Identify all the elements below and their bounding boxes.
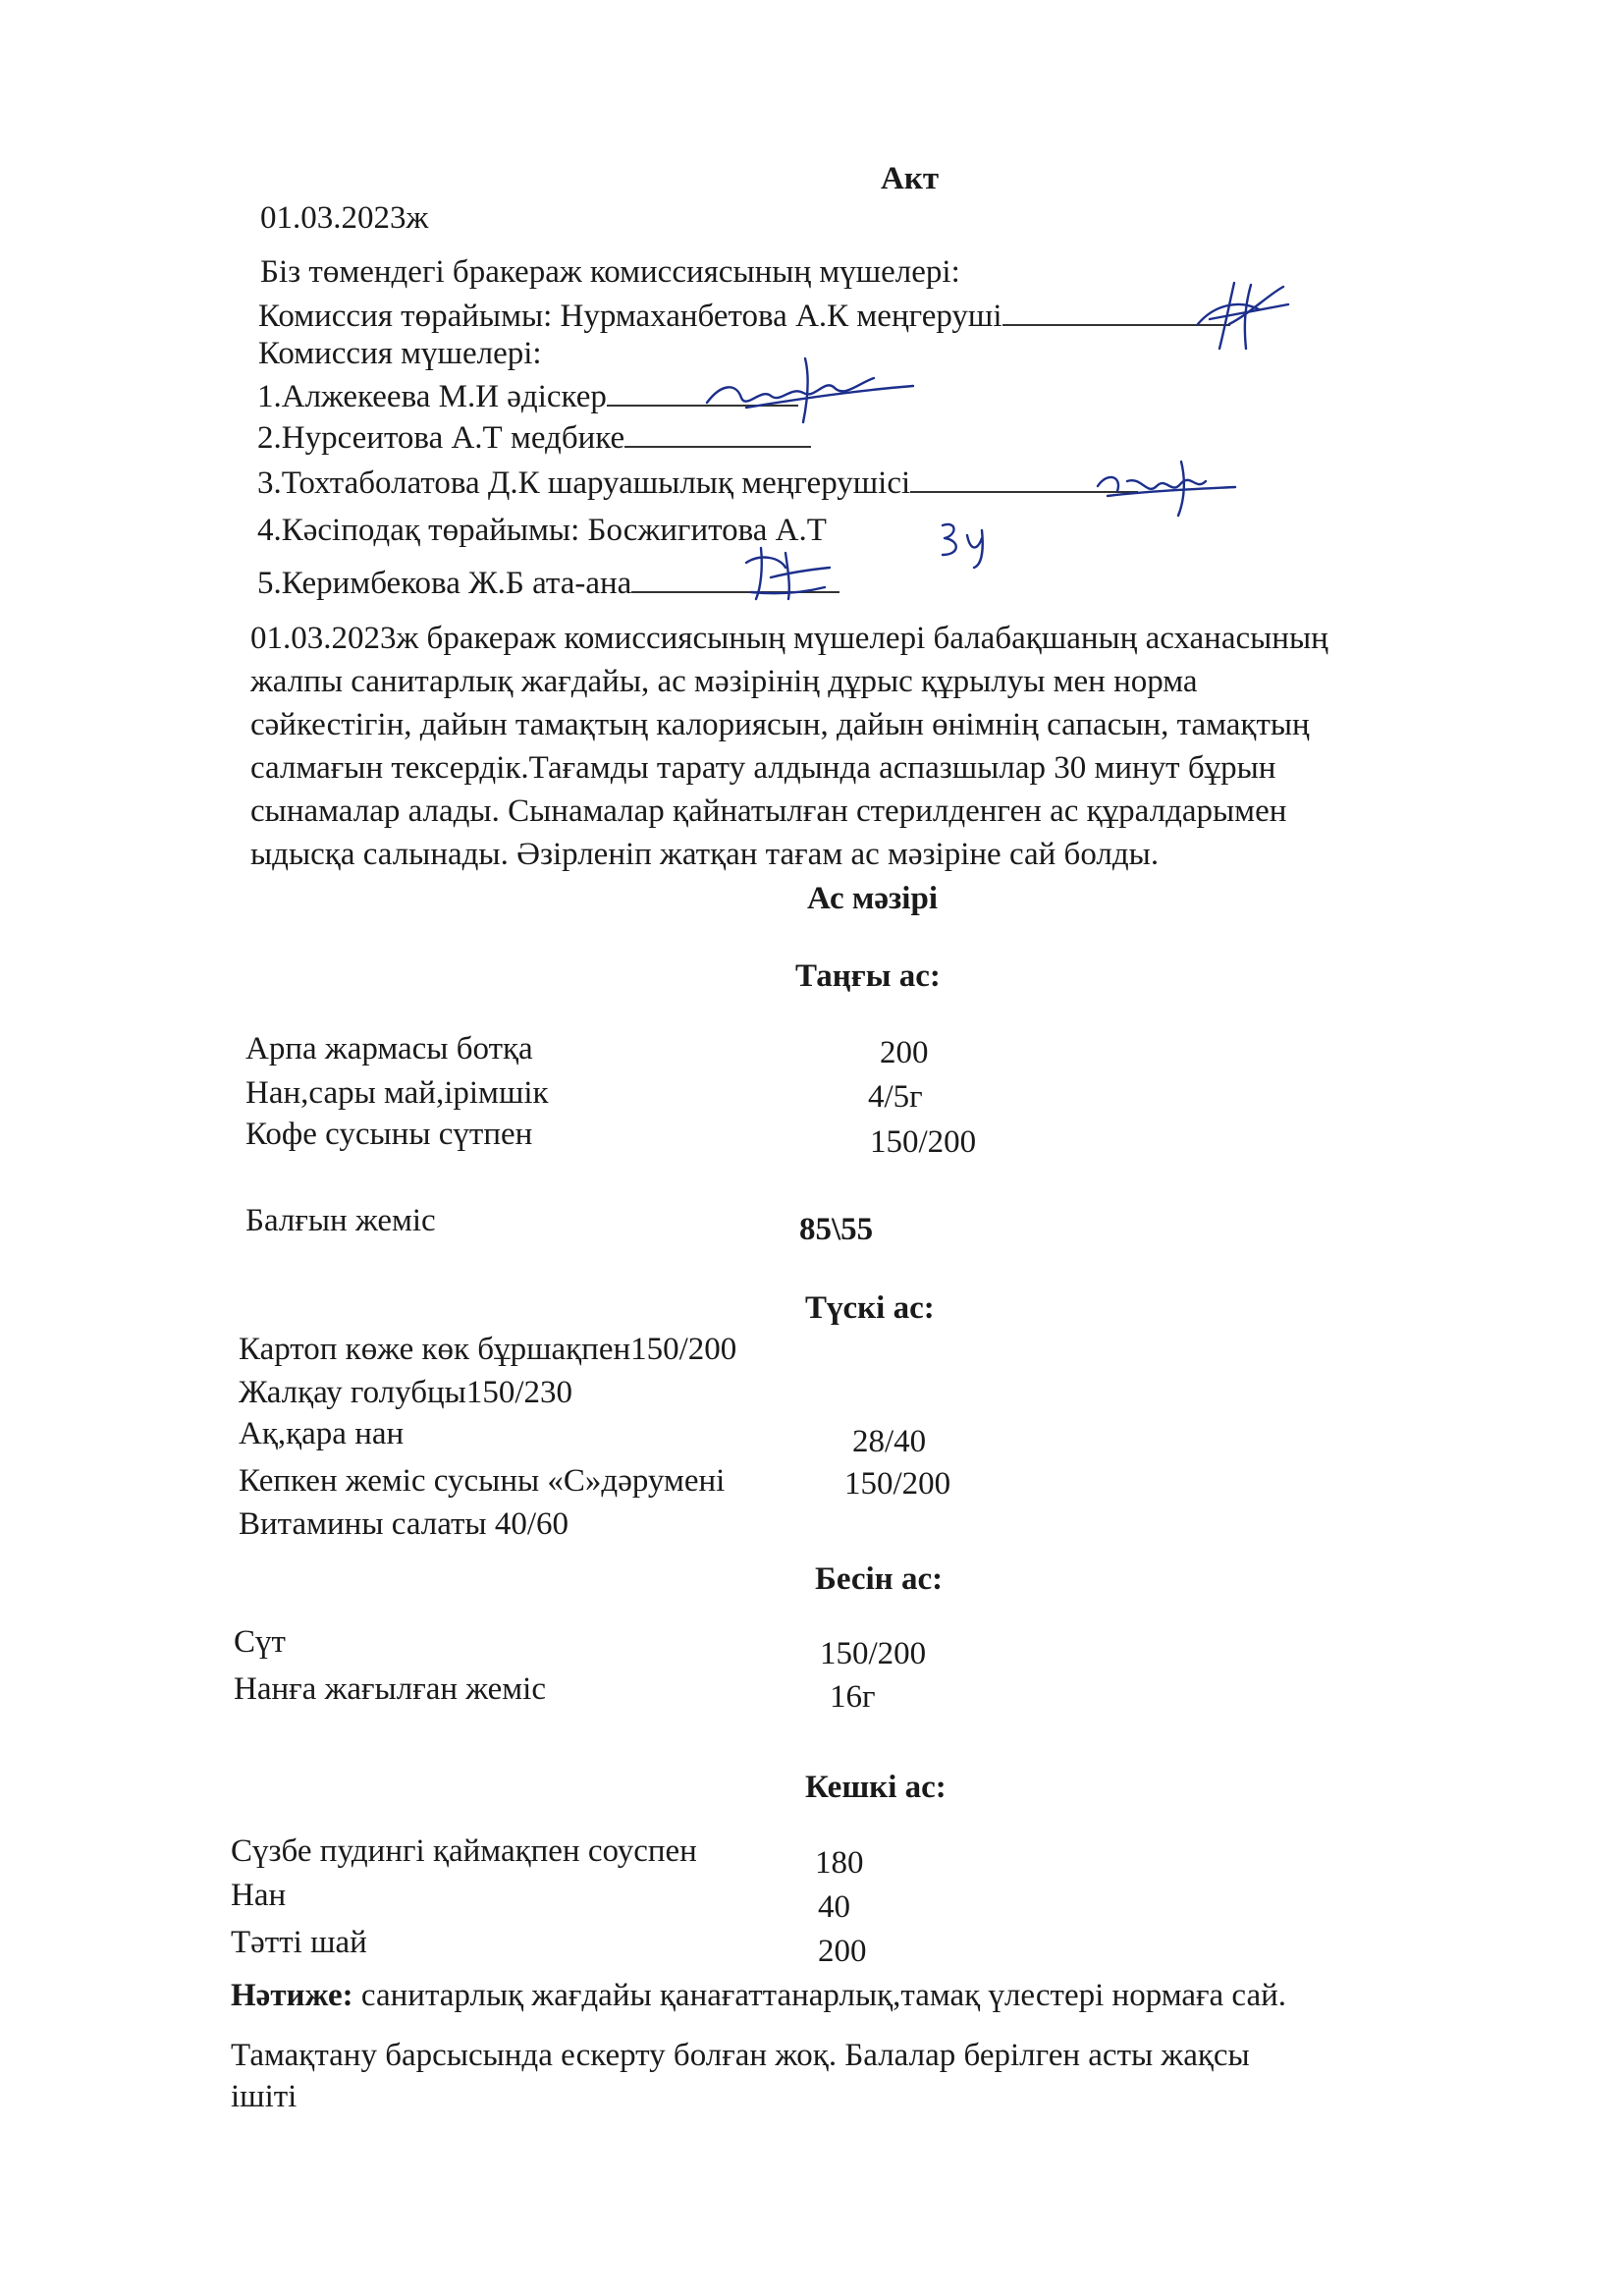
breakfast-item-name: Кофе сусыны сүтпен — [245, 1117, 533, 1152]
snack-item-name: Нанға жағылған жеміс — [234, 1671, 546, 1707]
result-line — [231, 1976, 1286, 2015]
snack-title: Бесін ас: — [815, 1561, 944, 1597]
member-5-text: 5.Керимбекова Ж.Б ата-ана — [257, 566, 632, 601]
dinner-item-name: Нан — [231, 1878, 287, 1913]
members-label: Комиссия мүшелері: — [258, 336, 542, 371]
signature-member-5 — [731, 538, 839, 607]
lunch-line: Жалқау голубцы150/230 — [239, 1375, 573, 1410]
breakfast-fruit-amount: 85\55 — [799, 1212, 874, 1247]
signature-member-3 — [1088, 452, 1245, 520]
breakfast-title: Таңғы ас: — [795, 958, 941, 994]
breakfast-item-amount: 200 — [880, 1035, 929, 1070]
inspection-paragraph — [250, 617, 1546, 876]
lunch-item-amount: 150/200 — [844, 1466, 951, 1502]
lunch-item-amount: 28/40 — [852, 1424, 927, 1459]
signature-line — [624, 416, 811, 448]
member-3-text: 3.Тохтаболатова Д.К шаруашылық меңгерушісі — [257, 465, 911, 501]
paragraph-line: сәйкестігін, дайын тамақтың калориясын, дайын өнімнің сапасын, тамақтың — [250, 707, 1310, 742]
commission-chair — [258, 295, 1230, 336]
lunch-item-name: Ақ,қара нан — [239, 1416, 405, 1451]
paragraph-line: салмағын тексердік.Тағамды тарату алдында аспазшылар 30 минут бұрын — [250, 750, 1276, 786]
signature-chair — [1190, 275, 1298, 354]
dinner-item-name: Тәтті шай — [231, 1925, 367, 1960]
paragraph-line: жалпы санитарлық жағдайы, ас мәзірінің дұрыс құрылуы мен норма — [250, 664, 1198, 699]
lunch-title: Түскі ас: — [805, 1290, 935, 1326]
member-3 — [257, 462, 1138, 503]
result-text: санитарлық жағдайы қанағаттанарлық,тамақ үлестері нормаға сай. — [352, 1978, 1287, 2013]
result-label: Нәтиже: — [231, 1978, 353, 2013]
snack-item-amount: 16г — [830, 1679, 876, 1715]
result-line: Тамақтану барсысында ескерту болған жоқ. Балалар берілген асты жақсы — [231, 2038, 1250, 2073]
lunch-item-name: Кепкен жеміс сусыны «С»дәрумені — [239, 1463, 726, 1499]
member-2-text: 2.Нурсеитова А.Т медбике — [257, 420, 625, 456]
member-4-text: 4.Кәсіподақ төрайымы: Босжигитова А.Т — [257, 513, 827, 548]
signature-member-1 — [687, 349, 923, 427]
lunch-line: Витамины салаты 40/60 — [239, 1506, 569, 1542]
member-1-text: 1.Алжекеева М.И әдіскер — [257, 379, 607, 414]
intro-line: Біз төмендегі бракераж комиссиясының мүшелері: — [260, 254, 960, 290]
breakfast-fruit-name: Балғын жеміс — [245, 1203, 436, 1238]
dinner-item-amount: 200 — [818, 1934, 867, 1969]
snack-item-amount: 150/200 — [820, 1636, 927, 1671]
breakfast-item-amount: 4/5г — [868, 1079, 923, 1115]
member-2 — [257, 416, 811, 458]
result-line: ішіті — [231, 2079, 298, 2114]
breakfast-item-name: Арпа жармасы ботқа — [245, 1031, 533, 1066]
dinner-item-amount: 40 — [818, 1889, 850, 1925]
paragraph-line: ыдысқа салынады. Әзірленіп жатқан тағам ас мәзіріне сай болды. — [250, 837, 1160, 872]
dinner-title: Кешкі ас: — [805, 1770, 947, 1805]
signature-member-4 — [933, 511, 1001, 570]
paragraph-line: 01.03.2023ж бракераж комиссиясының мүшелері балабақшаның асханасының — [250, 621, 1328, 656]
lunch-line: Картоп көже көк бұршақпен150/200 — [239, 1332, 737, 1367]
snack-item-name: Сүт — [234, 1624, 286, 1660]
paragraph-line: сынамалар алады. Сынамалар қайнатылған стерилденген ас құралдарымен — [250, 793, 1287, 829]
breakfast-item-amount: 150/200 — [870, 1124, 977, 1160]
document-title: Акт — [881, 161, 940, 196]
commission-chair-text: Комиссия төрайымы: Нурмаханбетова А.К меңгеруші — [258, 299, 1002, 334]
dinner-item-name: Сүзбе пудингі қаймақпен соуспен — [231, 1833, 697, 1869]
document-date: 01.03.2023ж — [260, 200, 429, 236]
menu-title: Ас мәзірі — [807, 881, 938, 916]
dinner-item-amount: 180 — [815, 1845, 864, 1881]
breakfast-item-name: Нан,сары май,ірімшік — [245, 1075, 549, 1111]
